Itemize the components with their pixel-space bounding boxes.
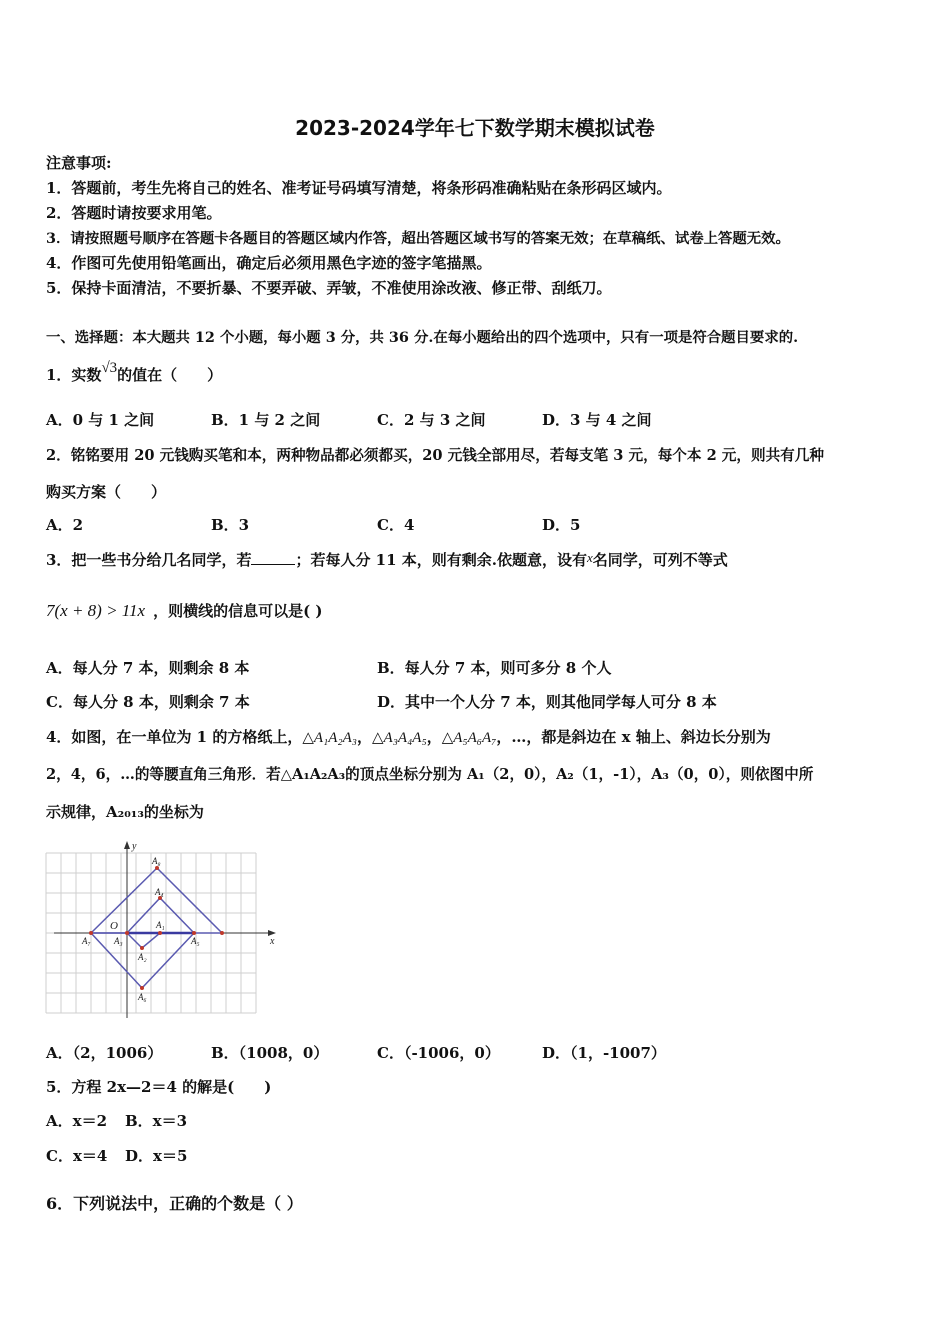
q5-option-d[interactable]: D．x＝5 [125,1147,188,1165]
triangle-a1a2a3 [127,933,160,948]
inequality: 7(x + 8) > 11x [46,601,146,620]
notice-item: 1．答题前，考生先将自己的姓名、准考证号码填写清楚，将条形码准确粘贴在条形码区域内。 [46,179,672,197]
q3-mid: ；若每人分 11 本，则有剩余.依题意，设有 [295,551,587,569]
page-title: 2023-2024学年七下数学期末模拟试卷 [295,116,655,140]
y-axis-arrow [124,841,130,849]
triangle-1: △A₁A₂A₃ [302,730,357,746]
q3-after: ，则横线的信息可以是( ) [153,602,323,620]
question-4-line3: 示规律，A₂₀₁₃的坐标为 [46,803,204,821]
point-a6 [140,986,144,990]
notice-item: 5．保持卡面清洁，不要折暴、不要弄破、弄皱，不准使用涂改液、修正带、刮纸刀。 [46,279,612,297]
question-2-line2: 购买方案（ ） [46,483,167,501]
question-4-line2: 2，4，6，…的等腰直角三角形．若△A₁A₂A₃的顶点坐标分别为 A₁（2，0），A₂（1，-1），A₃（0，0），则依图中所 [46,766,814,783]
q2-option-c[interactable]: C．4 [377,516,415,534]
q3-option-b[interactable]: B．每人分 7 本，则可多分 8 个人 [377,659,612,677]
label-a4: A₄ [155,887,164,897]
label-origin: O [110,920,118,932]
q4-line1-post: ，…，都是斜边在 x 轴上、斜边长分别为 [496,728,771,746]
q5-option-c[interactable]: C．x＝4 [46,1147,108,1165]
sqrt3: √3 [101,360,118,376]
triangle-3: △A₅A₆A₇ [441,730,497,746]
q2-option-d[interactable]: D．5 [542,516,581,534]
label-a7: A₇ [82,936,91,946]
q4-line1-pre: 4．如图，在一单位为 1 的方格纸上， [46,728,303,746]
label-a1: A₁ [156,920,165,930]
q3-pre: 3．把一些书分给几名同学，若 [46,551,252,569]
point-a1 [158,931,162,935]
q4-sep: ， [357,728,373,746]
grid-figure [44,840,284,1022]
triangle-2: △A₃A₄A₅ [372,730,427,746]
q4-sep: ， [426,728,442,746]
q1-pre: 1．实数 [46,366,102,384]
point-a5 [192,931,196,935]
q4-option-a[interactable]: A．（2，1006） [46,1044,163,1062]
q2-option-b[interactable]: B．3 [211,516,250,534]
q1-post: 的值在（ ） [117,366,223,384]
point-a7 [89,931,93,935]
q3-option-d[interactable]: D．其中一个人分 7 本，则其他同学每人可分 8 本 [377,693,717,711]
label-x-axis: x [270,936,275,947]
label-y-axis: y [132,841,137,852]
q3-var: x [587,550,593,565]
section-heading: 一、选择题：本大题共 12 个小题，每小题 3 分，共 36 分.在每小题给出的四个选项中，只有一项是符合题目要求的. [46,329,799,346]
point-a2 [140,946,144,950]
q3-option-a[interactable]: A．每人分 7 本，则剩余 8 本 [46,659,250,677]
label-a6: A₆ [138,992,147,1002]
q5-option-b[interactable]: B．x＝3 [125,1112,188,1130]
question-5: 5．方程 2x—2＝4 的解是( ) [46,1078,272,1096]
q2-option-a[interactable]: A．2 [46,516,84,534]
q4-option-b[interactable]: B．（1008，0） [211,1044,329,1062]
label-a3: A₃ [114,936,123,946]
notice-item: 2．答题时请按要求用笔。 [46,204,222,222]
question-2-line1: 2．铭铭要用 20 元钱购买笔和本，两种物品都必须都买，20 元钱全部用尽，若每支笔 3 元，每个本 2 元，则共有几种 [46,447,824,464]
answer-blank[interactable] [251,564,295,565]
q1-option-a[interactable]: A．0 与 1 之间 [46,411,155,429]
question-3 [46,549,728,570]
question-4-line1 [46,726,771,747]
q5-option-a[interactable]: A．x＝2 [46,1112,108,1130]
notice-item: 4．作图可先使用铅笔画出，确定后必须用黑色字迹的签字笔描黑。 [46,254,492,272]
q3-option-c[interactable]: C．每人分 8 本，则剩余 7 本 [46,693,250,711]
q1-option-d[interactable]: D．3 与 4 之间 [542,411,652,429]
q1-option-b[interactable]: B．1 与 2 之间 [211,411,321,429]
point-a9 [220,931,224,935]
q4-option-d[interactable]: D．（1，-1007） [542,1044,666,1062]
question-1 [46,360,223,385]
label-a8: A₈ [152,856,161,866]
q1-option-c[interactable]: C．2 与 3 之间 [377,411,486,429]
q3-post: 名同学，可列不等式 [592,551,728,569]
label-a5: A₅ [191,936,200,946]
point-a8 [155,866,159,870]
question-3-inequality [46,600,323,621]
q4-option-c[interactable]: C．（-1006，0） [377,1044,500,1062]
question-6: 6．下列说法中，正确的个数是（ ） [46,1194,303,1213]
notice-header: 注意事项: [46,154,112,172]
point-a3 [125,931,129,935]
label-a2: A₂ [138,952,147,962]
notice-item: 3．请按照题号顺序在答题卡各题目的答题区域内作答，超出答题区域书写的答案无效；在草稿纸、试卷上答题无效。 [46,230,790,247]
